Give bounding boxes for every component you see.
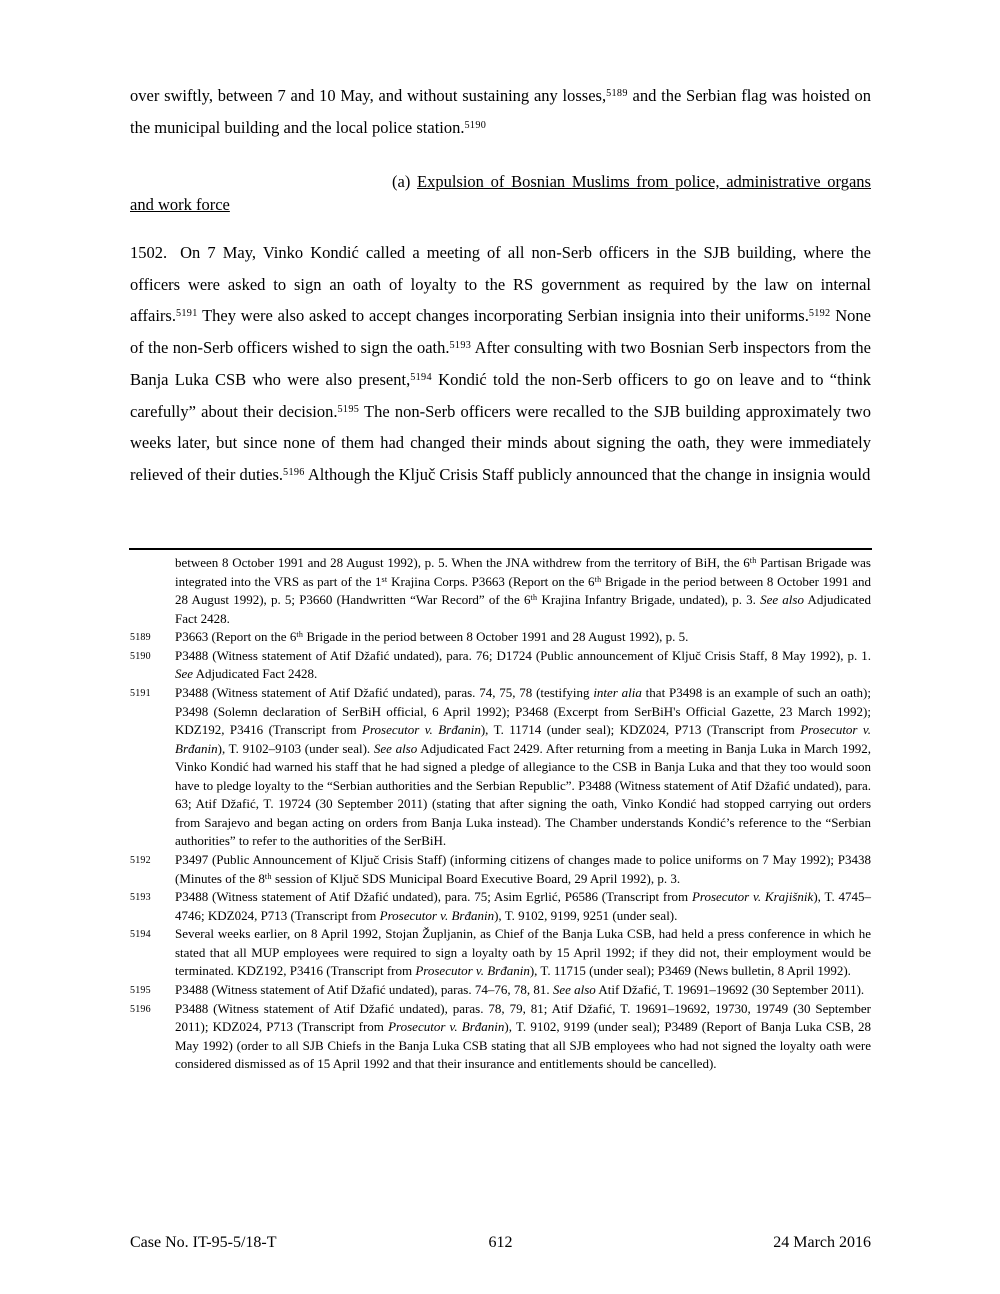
text-run: On 7 May, Vinko Kondić called a meeting of all non-Serb officers in the SJB building, where the officers were asked to sign an oath of loyalty to the RS government as required by the law on internal affairs. <box>130 243 871 326</box>
text-run: Although the Ključ Crisis Staff publicly announced that the change in insignia would <box>304 464 871 484</box>
text-run: Krajina Infantry Brigade, undated), p. 3. <box>537 592 761 608</box>
italic-citation: See <box>175 666 194 682</box>
footnote-separator <box>129 548 872 550</box>
italic-citation: See also <box>373 740 418 756</box>
footnote-text <box>175 685 871 849</box>
text-run: and the Serbian flag was hoisted on the municipal building and the local police station. <box>130 86 872 137</box>
heading-list-marker: (a) <box>392 172 418 191</box>
footnote-5190 <box>130 647 871 684</box>
footnote-number: 5190 <box>130 650 151 662</box>
superscript-ref: 5192 <box>808 308 831 320</box>
body-paragraph-intro <box>130 80 871 143</box>
superscript-ref: th <box>530 593 538 603</box>
superscript-ref: st <box>381 574 388 584</box>
text-run: P3497 (Public Announcement of Ključ Crisis Staff) (informing citizens of changes made to police uniforms on 7 May 1992); P3438 (Minutes of the 8 <box>175 852 871 886</box>
footer-case-number: Case No. IT-95-5/18-T <box>130 1234 277 1251</box>
footnote-text <box>175 889 871 923</box>
text-run: Brigade in the period between 8 October 1991 and 28 August 1992), p. 5. <box>303 629 689 645</box>
superscript-ref: 5194 <box>410 371 432 383</box>
text-run: session of Ključ SDS Municipal Board Executive Board, 29 April 1992), p. 3. <box>271 870 681 886</box>
footnote-text <box>175 629 688 644</box>
text-run: P3488 (Witness statement of Atif Džafić undated), para. 75; Asim Egrlić, P6586 (Transcript from <box>175 889 692 905</box>
footnote-text <box>175 1001 871 1072</box>
text-run: P3488 (Witness statement of Atif Džafić undated), paras. 74, 75, 78 (testifying <box>175 684 594 700</box>
superscript-ref: th <box>749 556 757 566</box>
text-run: Adjudicated Fact 2429. After returning from a meeting in Banja Luka in March 1992, Vinko Kondić had warned his staff that he had signed a pledge of allegiance to the CSB in Banja Luka and that they too would soon have to pledge loyalty to the “Serbian authorities and the Serbian Republic”. P3488 (Witness statement of Atif Džafić undated), para. 63; Atif Džafić, T. 19724 (30 September 2011) (stating that after signing the oath, Vinko Kondić had stopped carrying out orders from Sarajevo and began acting on orders from Banja Luka instead). The Chamber understands Kondić’s reference to the “Serbian authorities” to refer to the authorities of the SerBiH. <box>175 740 871 849</box>
text-run: that P3498 is an example of such an oath); P3498 (Solemn declaration of SerBiH official, 6 April 1992); P3468 (Excerpt from SerBiH's Official Gazette, 23 March 1992); KDZ192, P3416 (Transcript from <box>175 684 871 738</box>
text-run: Brigade in the period between 8 October 1991 and 28 August 1992), p. 5; P3660 (Handwritten “War Record” of the 6 <box>175 573 871 608</box>
italic-citation: Prosecutor v. Brđanin <box>362 722 481 738</box>
footnote-text <box>175 926 871 978</box>
text-run: ), T. 11714 (under seal); KDZ024, P713 (Transcript from <box>480 722 801 738</box>
superscript-ref: th <box>594 574 602 584</box>
footnote-number: 5192 <box>130 855 151 866</box>
footnote-number: 5195 <box>130 984 151 996</box>
footnote-5194 <box>130 925 871 981</box>
footer-date: 24 March 2016 <box>773 1234 871 1251</box>
text-run: Several weeks earlier, on 8 April 1992, Stojan Župljanin, as Chief of the Banja Luka CSB, had held a press conference in which he stated that all MUP employees were required to sign a loyalty oath by 15 April 1992; if they did not, their employment would be terminated. KDZ192, P3416 (Transcript from <box>175 926 871 979</box>
text-run: over swiftly, between 7 and 10 May, and without sustaining any losses, <box>130 86 607 105</box>
text-run: Adjudicated Fact 2428. <box>175 592 871 626</box>
italic-citation: Prosecutor v. Brđanin <box>175 722 871 756</box>
text-run: After consulting with two Bosnian Serb inspectors from the Banja Luka CSB who were also present, <box>130 338 871 389</box>
italic-citation: Prosecutor v. Krajišnik <box>691 889 814 905</box>
text-run: ), T. 9102–9103 (under seal). <box>217 740 374 756</box>
text-run: ), T. 9102, 9199, 9251 (under seal). <box>494 907 678 923</box>
footnote-5196 <box>130 1000 871 1074</box>
superscript-ref: th <box>296 630 304 640</box>
footnote-number: 5194 <box>130 929 151 941</box>
italic-citation: Prosecutor v. Brđanin <box>415 963 530 979</box>
text-run: Krajina Corps. P3663 (Report on the 6 <box>387 573 595 589</box>
footnote-text <box>175 982 864 997</box>
italic-citation: Prosecutor v. Brđanin <box>379 907 495 923</box>
footnote-5189 <box>130 628 871 647</box>
text-run: ), T. 4745–4746; KDZ024, P713 (Transcript from <box>175 889 871 923</box>
text-run: P3488 (Witness statement of Atif Džafić undated), paras. 74–76, 78, 81. <box>175 981 553 997</box>
italic-citation: See also <box>760 592 804 608</box>
superscript-ref: th <box>264 871 272 881</box>
paragraph-1502 <box>130 237 871 491</box>
text-run: P3663 (Report on the 6 <box>175 629 297 645</box>
footnote-text <box>175 852 871 886</box>
footnote-5195 <box>130 981 871 1000</box>
text-run: The non-Serb officers were recalled to the SJB building approximately two weeks later, but since none of them had changed their minds about signing the oath, they were immediately relieved of their duties. <box>130 401 871 484</box>
paragraph-text <box>130 243 871 484</box>
superscript-ref: 5190 <box>464 119 487 131</box>
footnote-5191 <box>130 684 871 851</box>
paragraph-number: 1502. <box>130 243 168 262</box>
section-heading <box>130 170 871 217</box>
italic-citation: See also <box>552 981 596 997</box>
footnote-number: 5189 <box>130 632 151 644</box>
text-run: ), T. 9102, 9199 (under seal); P3489 (Report of Banja Luka CSB, 28 May 1992) (order to all SJB Chiefs in the Banja Luka CSB stating that all SJB employees who had not signed the loyalty oath were considered dismissed as of 15 April 1992 and that their insurance and entitlements should be cancelled). <box>175 1019 871 1072</box>
text-run: Kondić told the non-Serb officers to go on leave and to “think carefully” about their decision. <box>130 369 872 421</box>
footnote-number: 5196 <box>130 1003 151 1015</box>
text-run: None of the non-Serb officers wished to sign the oath. <box>130 306 871 358</box>
footnote-number: 5193 <box>130 892 151 904</box>
superscript-ref: 5189 <box>606 88 628 100</box>
footnote-5193 <box>130 888 871 925</box>
text-run: Partisan Brigade was integrated into the VRS as part of the 1 <box>175 555 871 589</box>
text-run: They were also asked to accept changes incorporating Serbian insignia into their uniforms. <box>197 306 809 326</box>
footer-page-number: 612 <box>488 1234 513 1251</box>
superscript-ref: 5193 <box>449 340 472 352</box>
footnote-number: 5191 <box>130 687 151 699</box>
superscript-ref: 5195 <box>337 403 360 415</box>
footnote-text <box>175 648 871 682</box>
text-run: ), T. 11715 (under seal); P3469 (News bulletin, 8 April 1992). <box>529 963 851 979</box>
footnote-5192 <box>130 851 871 888</box>
superscript-ref: 5191 <box>175 308 198 320</box>
heading-title: Expulsion of Bosnian Muslims from police, administrative organs and work force <box>130 172 871 215</box>
text-run: P3488 (Witness statement of Atif Džafić undated), paras. 78, 79, 81; Atif Džafić, T. 19691–19692, 19730, 19749 (30 September 2011); KDZ024, P713 (Transcript from <box>175 1000 871 1035</box>
text-run: Adjudicated Fact 2428. <box>193 666 318 682</box>
superscript-ref: 5196 <box>283 467 305 479</box>
footnote-continuation <box>130 554 871 628</box>
text-run: between 8 October 1991 and 28 August 1992), p. 5. When the JNA withdrew from the territory of BiH, the 6 <box>175 555 750 570</box>
text-run: Atif Džafić, T. 19691–19692 (30 September 2011). <box>595 981 865 997</box>
text-run: P3488 (Witness statement of Atif Džafić undated), para. 76; D1724 (Public announcement of Ključ Crisis Staff, 8 May 1992), p. 1. <box>175 647 871 663</box>
italic-citation: inter alia <box>593 684 642 700</box>
footnotes-section <box>130 554 871 1074</box>
footnote-text <box>175 555 871 626</box>
italic-citation: Prosecutor v. Brđanin <box>388 1019 505 1035</box>
